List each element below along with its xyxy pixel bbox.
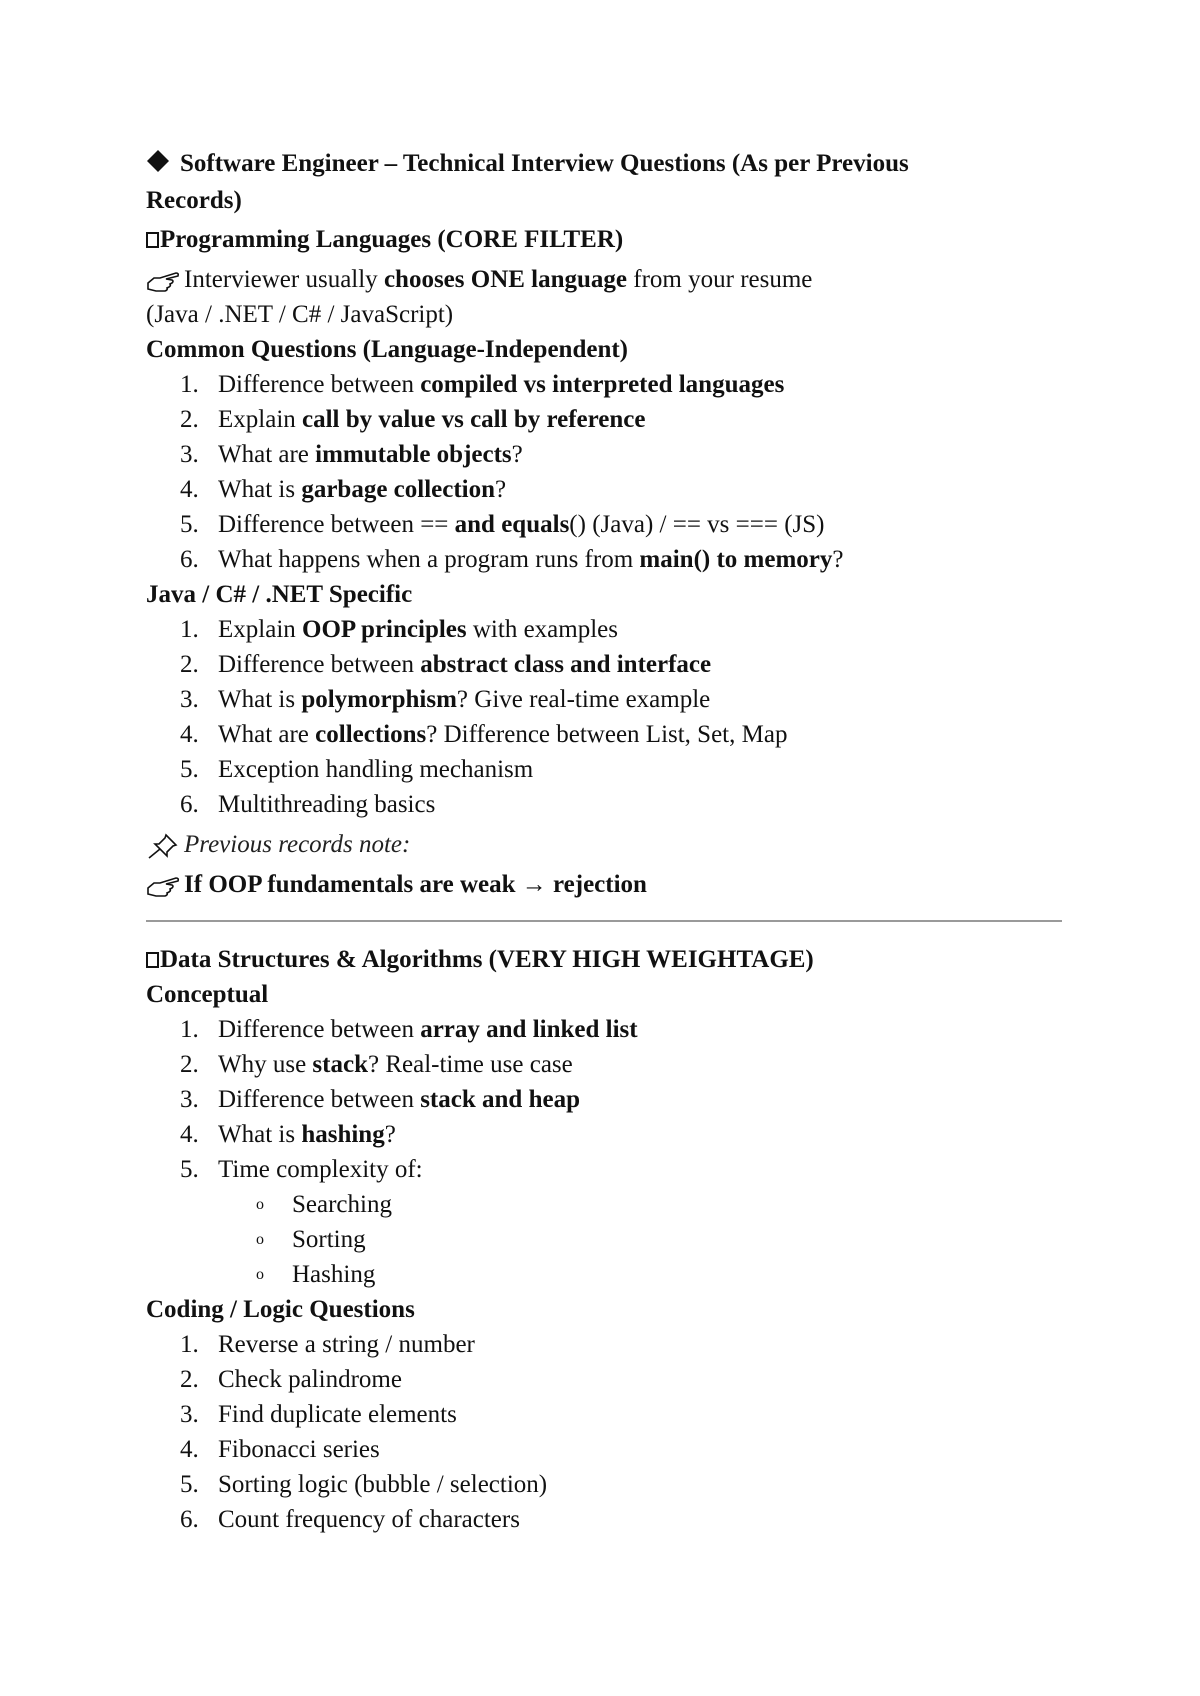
list-item: 4. What is hashing?: [180, 1121, 396, 1148]
list-item: 1. Explain OOP principles with examples: [180, 616, 618, 643]
list-item: 2. Why use stack? Real-time use case: [180, 1051, 573, 1078]
section-heading-dsa: Data Structures & Algorithms (VERY HIGH WEIGHTAGE): [146, 942, 1066, 977]
number-box-icon: [146, 232, 159, 248]
java-specific-list: [146, 612, 1066, 822]
common-questions-heading: Common Questions (Language-Independent): [146, 336, 629, 363]
pointing-hand-icon: [146, 269, 184, 293]
pushpin-icon: [146, 833, 184, 859]
list-item: 3. What are immutable objects?: [180, 441, 523, 468]
sub-list-item: o Searching: [256, 1191, 392, 1218]
list-item: 5. Time complexity of:: [180, 1156, 423, 1183]
interviewer-note-languages: (Java / .NET / C# / JavaScript): [146, 301, 454, 328]
list-item: 4. Fibonacci series: [180, 1436, 380, 1463]
list-item: 1. Difference between array and linked list: [180, 1016, 638, 1043]
section-heading-programming-languages: Programming Languages (CORE FILTER): [146, 222, 1066, 257]
document-page: [146, 146, 1066, 1537]
list-item: 2. Difference between abstract class and interface: [180, 651, 712, 678]
list-item: 3. Find duplicate elements: [180, 1401, 457, 1428]
document-title-continued: Records): [146, 187, 242, 214]
number-box-icon: [146, 952, 159, 968]
rejection-note: If OOP fundamentals are weak → rejection: [146, 867, 1066, 902]
list-item: 3. What is polymorphism? Give real-time example: [180, 686, 711, 713]
coding-questions-list: [146, 1327, 1066, 1537]
horizontal-divider: [146, 920, 1062, 922]
sub-list-item: o Sorting: [256, 1226, 366, 1253]
list-item: 4. What are collections? Difference between List, Set, Map: [180, 721, 788, 748]
pointing-hand-icon: [146, 874, 184, 898]
list-item: 1. Reverse a string / number: [180, 1331, 475, 1358]
sub-list-item: o Hashing: [256, 1261, 376, 1288]
list-item: 3. Difference between stack and heap: [180, 1086, 580, 1113]
list-item: 4. What is garbage collection?: [180, 476, 507, 503]
list-item: 2. Check palindrome: [180, 1366, 402, 1393]
list-item: 2. Explain call by value vs call by reference: [180, 406, 646, 433]
list-item: 6. Multithreading basics: [180, 791, 436, 818]
previous-records-note: Previous records note:: [146, 827, 1066, 862]
diamond-icon: [146, 148, 180, 183]
list-item: 5. Difference between == and equals() (Java) / == vs === (JS): [180, 511, 825, 538]
common-questions-list: [146, 367, 1066, 577]
list-item: 6. What happens when a program runs from main() to memory?: [180, 546, 844, 573]
list-item: 6. Count frequency of characters: [180, 1506, 520, 1533]
list-item: 1. Difference between compiled vs interpreted languages: [180, 371, 785, 398]
conceptual-list: [146, 1012, 1066, 1292]
java-specific-heading: Java / C# / .NET Specific: [146, 581, 413, 608]
interviewer-note: Interviewer usually chooses ONE language from your resume: [146, 262, 1066, 297]
list-item: 5. Exception handling mechanism: [180, 756, 534, 783]
conceptual-heading: Conceptual: [146, 981, 269, 1008]
coding-questions-heading: Coding / Logic Questions: [146, 1296, 415, 1323]
list-item: 5. Sorting logic (bubble / selection): [180, 1471, 548, 1498]
document-title: Software Engineer – Technical Interview Questions (As per Previous: [146, 146, 1066, 183]
